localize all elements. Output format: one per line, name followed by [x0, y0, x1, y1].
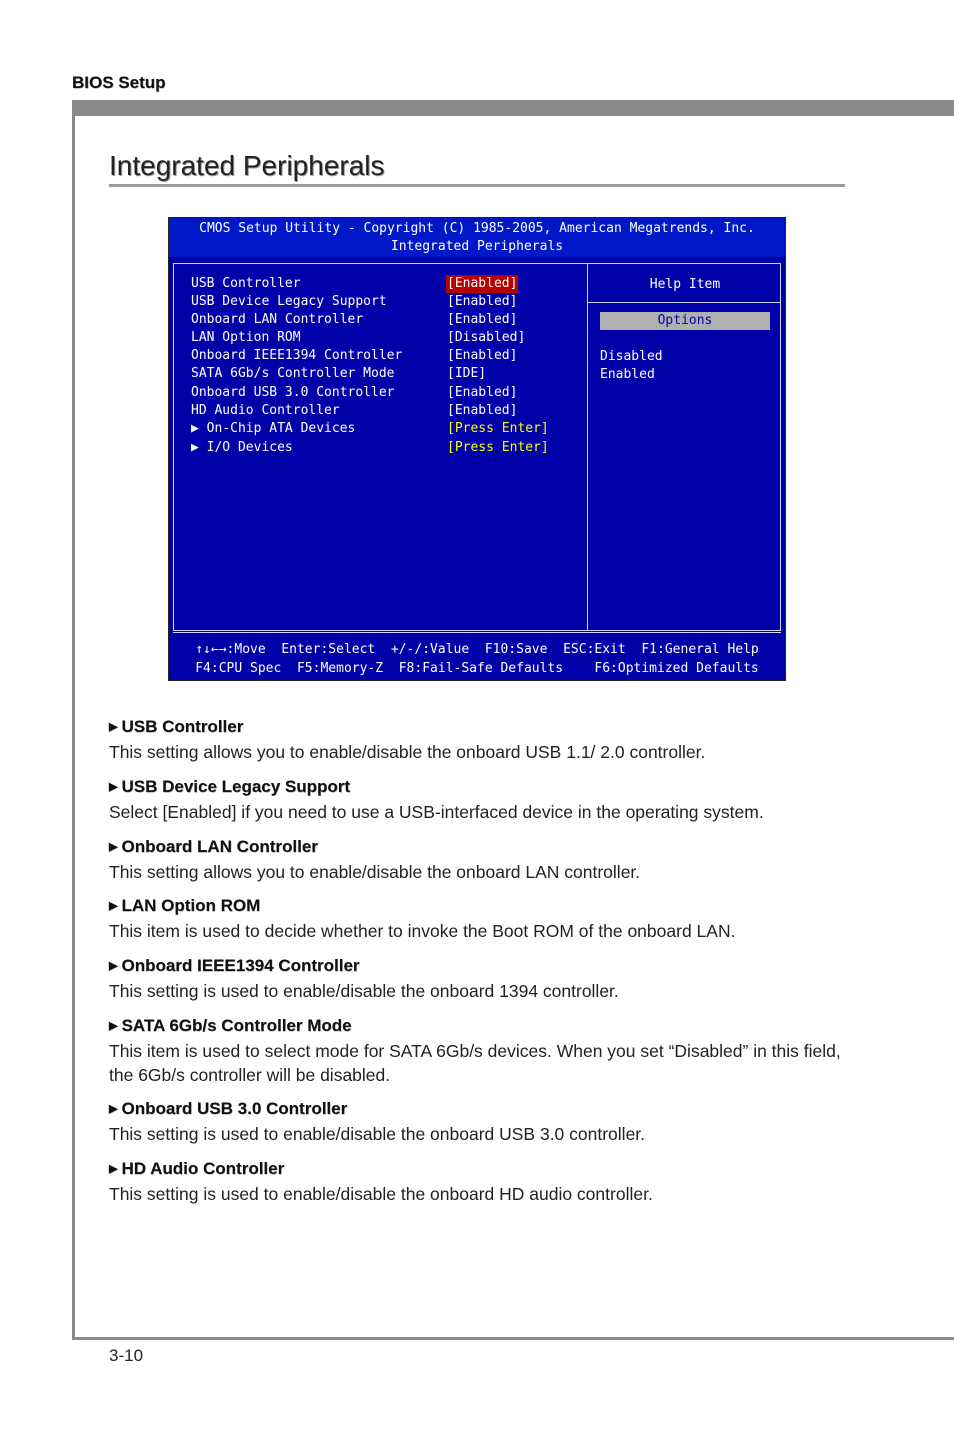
bios-value-usb-controller[interactable]: [Enabled]	[447, 276, 518, 291]
bios-header	[169, 218, 785, 257]
bios-value-onboard-lan[interactable]: [Enabled]	[447, 312, 518, 327]
desc-text: This setting allows you to enable/disable the onboard LAN controller.	[109, 862, 641, 882]
header-bar	[72, 100, 954, 116]
bios-submenu-io-devices[interactable]: ▶ I/O Devices	[191, 440, 293, 455]
bullet-icon: ▶	[109, 1103, 118, 1115]
desc-title: HD Audio Controller	[121, 1159, 285, 1178]
desc-hd-audio	[109, 1158, 849, 1206]
bullet-icon: ▶	[109, 1163, 118, 1175]
desc-lan-option-rom	[109, 895, 849, 943]
bios-column-divider	[587, 263, 588, 631]
bios-value-io-devices[interactable]: [Press Enter]	[447, 440, 549, 455]
bios-value-ieee1394[interactable]: [Enabled]	[447, 348, 518, 363]
desc-text: Select [Enabled] if you need to use a USB-interfaced device in the operating system.	[109, 802, 764, 822]
bios-copyright: CMOS Setup Utility - Copyright (C) 1985-2005, American Megatrends, Inc.	[199, 221, 755, 236]
left-rule	[72, 100, 75, 1340]
bios-item-hd-audio[interactable]: HD Audio Controller	[191, 403, 340, 418]
bios-item-sata-mode[interactable]: SATA 6Gb/s Controller Mode	[191, 366, 395, 381]
help-divider	[587, 302, 781, 303]
bullet-icon: ▶	[109, 841, 118, 853]
help-item-title: Help Item	[649, 277, 721, 292]
option-enabled[interactable]: Enabled	[600, 367, 655, 382]
desc-usb-controller	[109, 716, 849, 764]
options-bar: Options	[600, 312, 770, 330]
section-label: BIOS Setup	[72, 73, 166, 92]
desc-text: This item is used to decide whether to invoke the Boot ROM of the onboard LAN.	[109, 921, 736, 941]
bios-screen	[169, 218, 785, 680]
desc-title: LAN Option ROM	[121, 896, 261, 915]
bios-item-lan-option-rom[interactable]: LAN Option ROM	[191, 330, 301, 345]
desc-title: USB Controller	[121, 717, 244, 736]
bios-item-ieee1394[interactable]: Onboard IEEE1394 Controller	[191, 348, 403, 363]
bios-value-hd-audio[interactable]: [Enabled]	[447, 403, 518, 418]
desc-title: Onboard LAN Controller	[121, 837, 318, 856]
option-disabled[interactable]: Disabled	[600, 349, 663, 364]
desc-title: USB Device Legacy Support	[121, 777, 351, 796]
desc-ieee1394	[109, 955, 849, 1003]
bios-item-usb-controller[interactable]: USB Controller	[191, 276, 301, 291]
page-title: Integrated Peripherals	[109, 150, 385, 181]
bios-footer	[173, 632, 781, 677]
desc-text: This setting is used to enable/disable the onboard 1394 controller.	[109, 981, 619, 1001]
bullet-icon: ▶	[109, 781, 118, 793]
footer-rule	[72, 1337, 954, 1340]
bios-item-usb-legacy[interactable]: USB Device Legacy Support	[191, 294, 387, 309]
bios-submenu-onchip-ata[interactable]: ▶ On-Chip ATA Devices	[191, 421, 356, 436]
bullet-icon: ▶	[109, 721, 118, 733]
desc-title: SATA 6Gb/s Controller Mode	[121, 1016, 352, 1035]
bios-value-lan-option-rom[interactable]: [Disabled]	[447, 330, 526, 345]
page-number: 3-10	[109, 1346, 144, 1365]
bios-value-sata-mode[interactable]: [IDE]	[447, 366, 487, 381]
desc-usb-legacy	[109, 776, 849, 824]
title-divider	[109, 184, 845, 187]
bios-value-onchip-ata[interactable]: [Press Enter]	[447, 421, 549, 436]
desc-text: This setting is used to enable/disable the onboard USB 3.0 controller.	[109, 1124, 646, 1144]
desc-onboard-lan	[109, 836, 849, 884]
bullet-icon: ▶	[109, 900, 118, 912]
desc-title: Onboard USB 3.0 Controller	[121, 1099, 348, 1118]
bios-key-help-line1: ↑↓←→:Move Enter:Select +/-/:Value F10:Save ESC:Exit F1:General Help	[195, 642, 759, 657]
bios-key-help-line2: F4:CPU Spec F5:Memory-Z F8:Fail-Safe Defaults F6:Optimized Defaults	[195, 661, 759, 676]
desc-title: Onboard IEEE1394 Controller	[121, 956, 360, 975]
bios-screen-title: Integrated Peripherals	[390, 239, 564, 254]
bios-item-usb3[interactable]: Onboard USB 3.0 Controller	[191, 385, 395, 400]
bios-value-usb-legacy[interactable]: [Enabled]	[447, 294, 518, 309]
desc-usb3	[109, 1098, 849, 1146]
desc-sata-mode	[109, 1015, 849, 1087]
desc-text: This setting allows you to enable/disable the onboard USB 1.1/ 2.0 controller.	[109, 742, 706, 762]
bios-value-usb3[interactable]: [Enabled]	[447, 385, 518, 400]
desc-text: This setting is used to enable/disable the onboard HD audio controller.	[109, 1184, 653, 1204]
bullet-icon: ▶	[109, 1020, 118, 1032]
bios-item-onboard-lan[interactable]: Onboard LAN Controller	[191, 312, 364, 327]
desc-text: This item is used to select mode for SATA 6Gb/s devices. When you set “Disabled” in this field, the 6Gb/s controller will be disabled.	[109, 1041, 841, 1085]
bullet-icon: ▶	[109, 960, 118, 972]
